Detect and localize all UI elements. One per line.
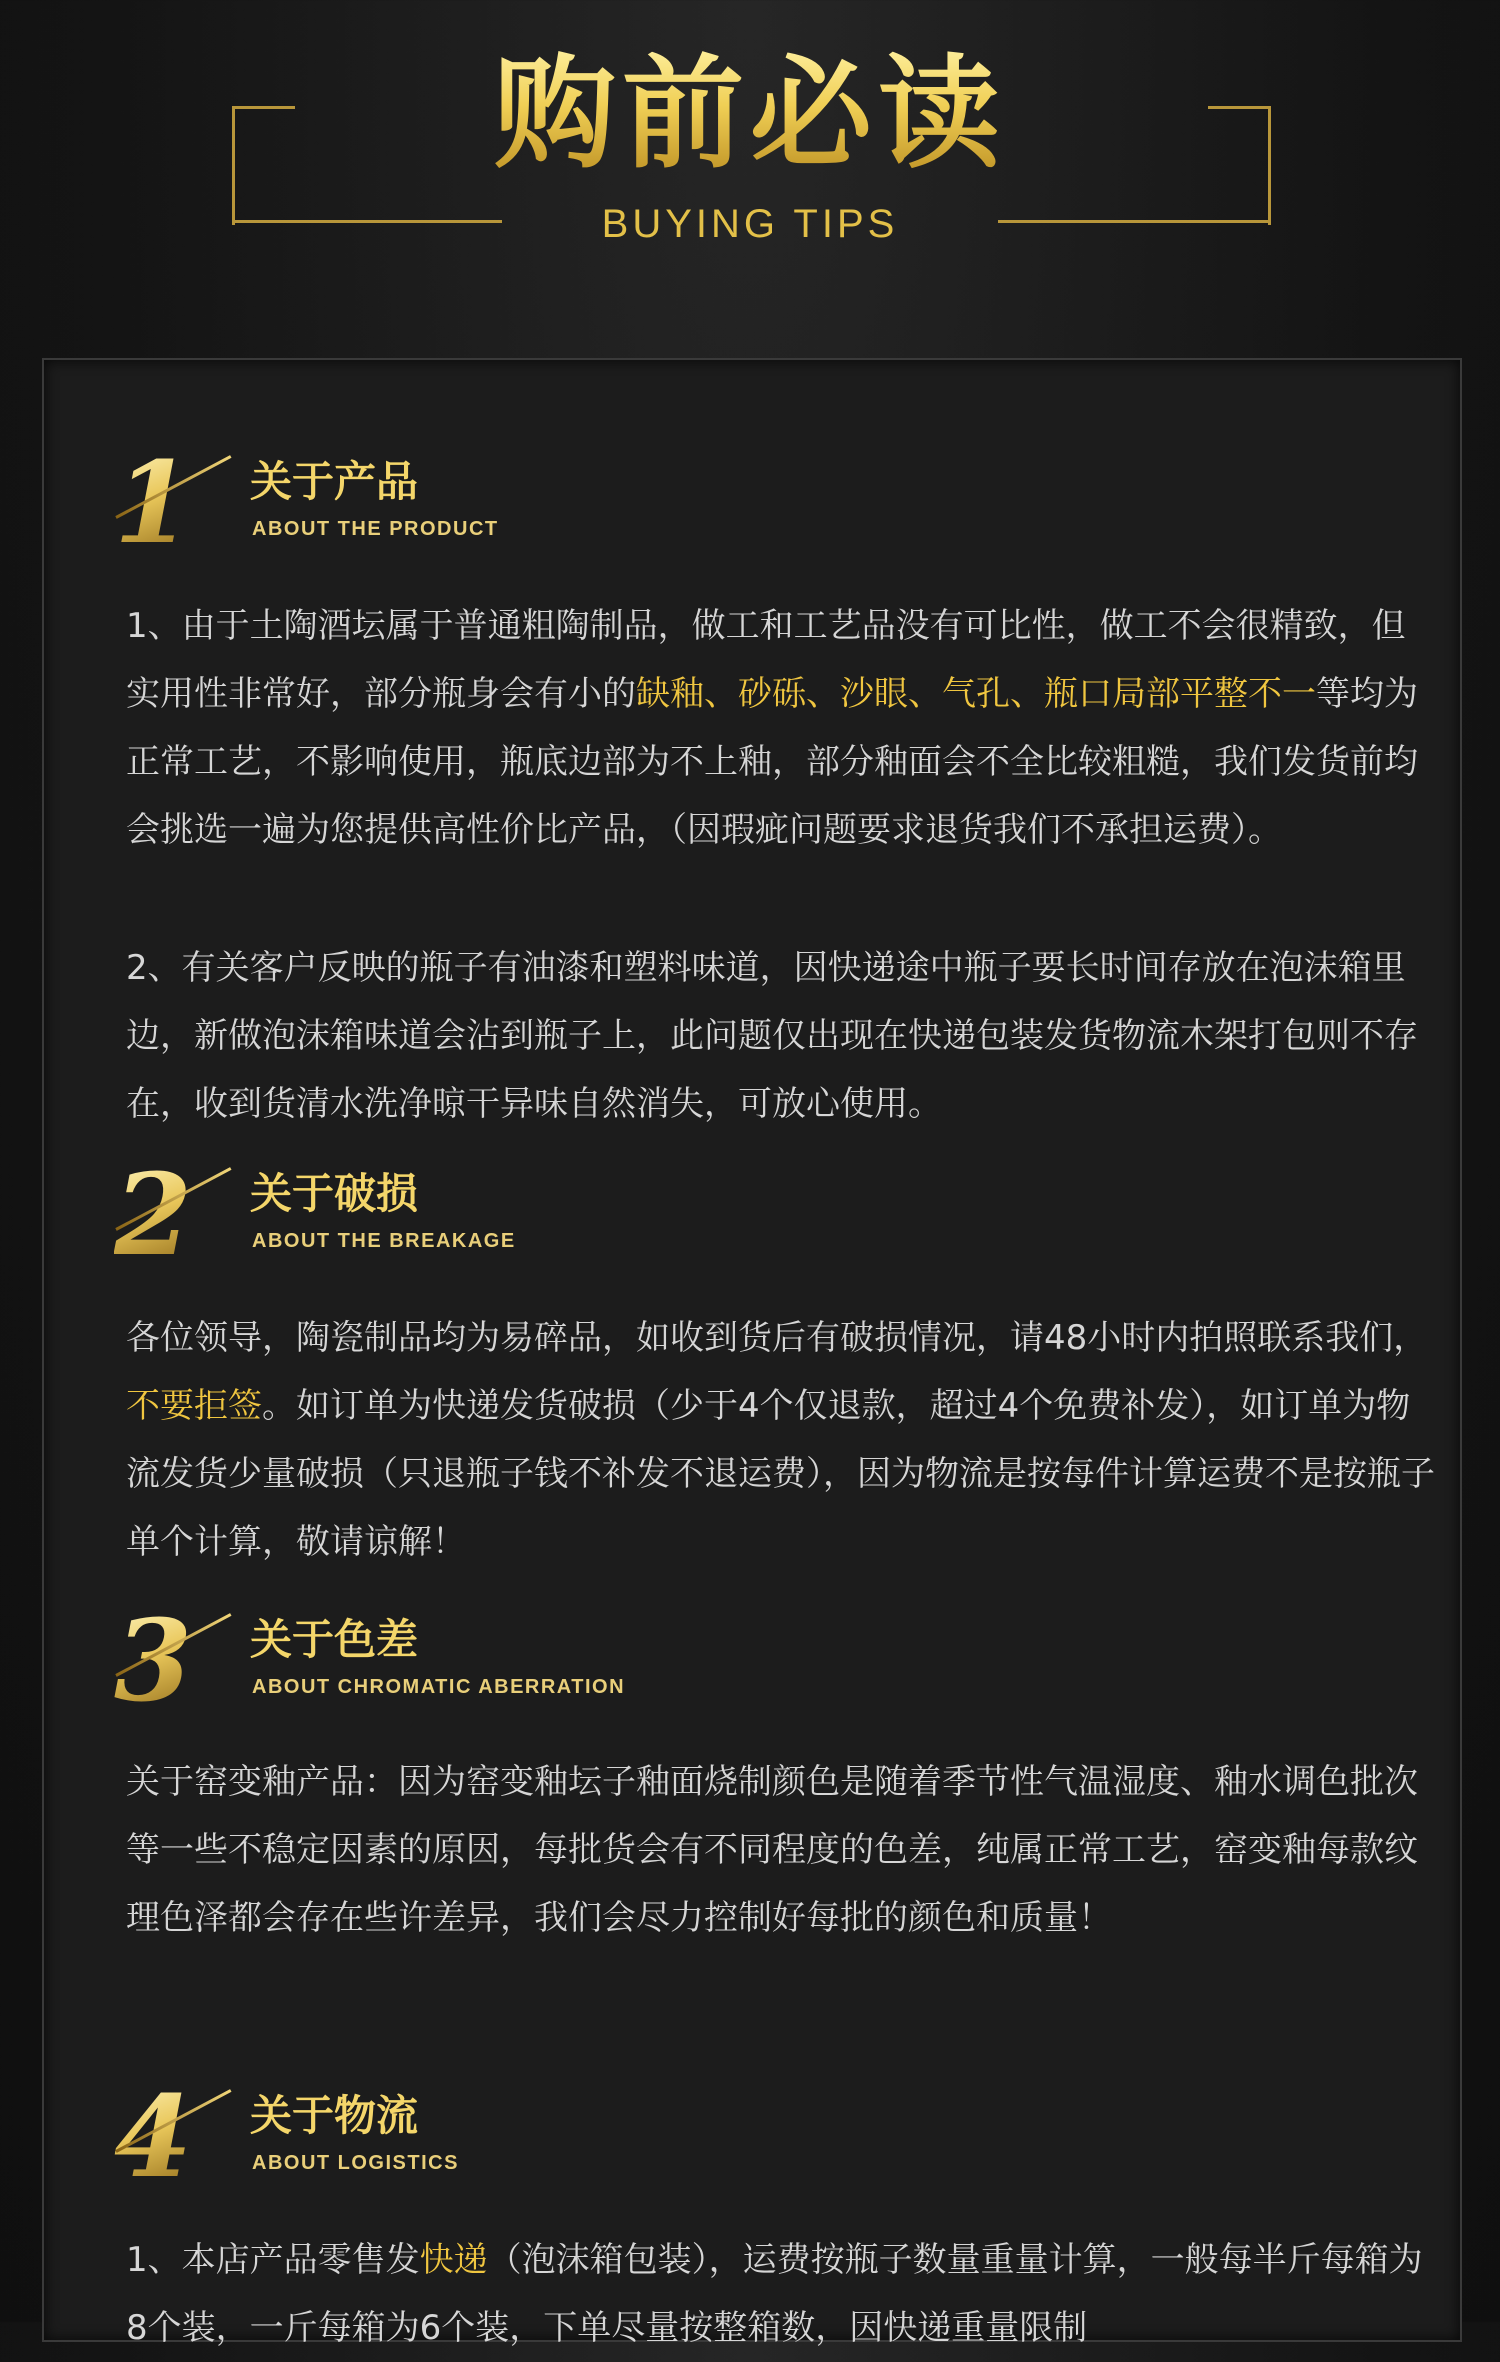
section-title: 关于破损 [250, 1169, 419, 1218]
tips-panel [42, 358, 1462, 2348]
paragraph-text: 1、由于土陶酒坛属于普通粗陶制品，做工和工艺品没有可比性，做工不会很精致，但实用性非常好，部分瓶身会有小的 [126, 606, 1406, 714]
section-number-4: 4 [114, 2072, 192, 2203]
page-title: 购前必读 [0, 38, 1500, 188]
section-logistics-paragraph [126, 2226, 1436, 2362]
highlight-text: 快递 [419, 2240, 488, 2280]
section-number-3: 3 [114, 1596, 192, 1727]
page-subtitle: BUYING TIPS [601, 202, 899, 246]
paragraph-text: 关于窑变釉产品：因为窑变釉坛子釉面烧制颜色是随着季节性气温湿度、釉水调色批次等一些不稳定因素的原因，每批货会有不同程度的色差，纯属正常工艺，窑变釉每款纹理色泽都会存在些许差异，我们会尽力控制好每批的颜色和质量！ [126, 1762, 1418, 1938]
paragraph-text: 等均为正常工艺，不影响使用，瓶底边部为不上釉，部分釉面会不全比较粗糙，我们发货前均会挑选一遍为您提供高性价比产品，（因瑕疵问题要求退货我们不承担运费）。 [126, 674, 1418, 850]
section-number-2: 2 [114, 1150, 192, 1281]
section-number-1: 1 [114, 438, 192, 569]
section-title: 关于物流 [250, 2091, 419, 2140]
section-title: 关于产品 [250, 457, 419, 506]
paragraph-text: 各位领导，陶瓷制品均为易碎品，如收到货后有破损情况，请48小时内拍照联系我们， [126, 1318, 1428, 1358]
section-product-header [44, 438, 1460, 574]
paragraph-text: （泡沫箱包装），运费按瓶子数量重量计算，一般每半斤每箱为8个装，一斤每箱为6个装，下单尽量按整箱数，因快递重量限制 [126, 2240, 1423, 2348]
section-subtitle: ABOUT THE PRODUCT [252, 518, 499, 540]
section-product-paragraph-2 [126, 934, 1436, 1138]
section-color-paragraph [126, 1748, 1436, 1952]
paragraph-text: 。如订单为快递发货破损（少于4个仅退款，超过4个免费补发），如订单为物流发货少量破损（只退瓶子钱不补发不退运费），因为物流是按每件计算运费不是按瓶子单个计算，敬请谅解！ [126, 1386, 1435, 1562]
highlight-text: 缺釉、砂砾、沙眼、气孔、瓶口局部平整不一 [636, 674, 1316, 714]
section-title: 关于色差 [250, 1615, 419, 1664]
section-color-header [44, 1596, 1460, 1732]
section-subtitle: ABOUT LOGISTICS [252, 2152, 459, 2174]
section-breakage-header [44, 1150, 1460, 1286]
paragraph-text: 1、本店产品零售发 [126, 2240, 420, 2280]
highlight-text: 不要拒签 [126, 1386, 262, 1426]
section-subtitle: ABOUT CHROMATIC ABERRATION [252, 1676, 626, 1698]
section-product-paragraph-1 [126, 592, 1436, 864]
section-logistics-header [44, 2072, 1460, 2208]
section-breakage-paragraph [126, 1304, 1436, 1576]
section-subtitle: ABOUT THE BREAKAGE [252, 1230, 516, 1252]
page-header [0, 0, 1500, 350]
paragraph-text: 2、有关客户反映的瓶子有油漆和塑料味道，因快递途中瓶子要长时间存放在泡沫箱里边，新做泡沫箱味道会沾到瓶子上，此问题仅出现在快递包装发货物流木架打包则不存在，收到货清水洗净晾干异味自然消失，可放心使用。 [126, 948, 1418, 1124]
